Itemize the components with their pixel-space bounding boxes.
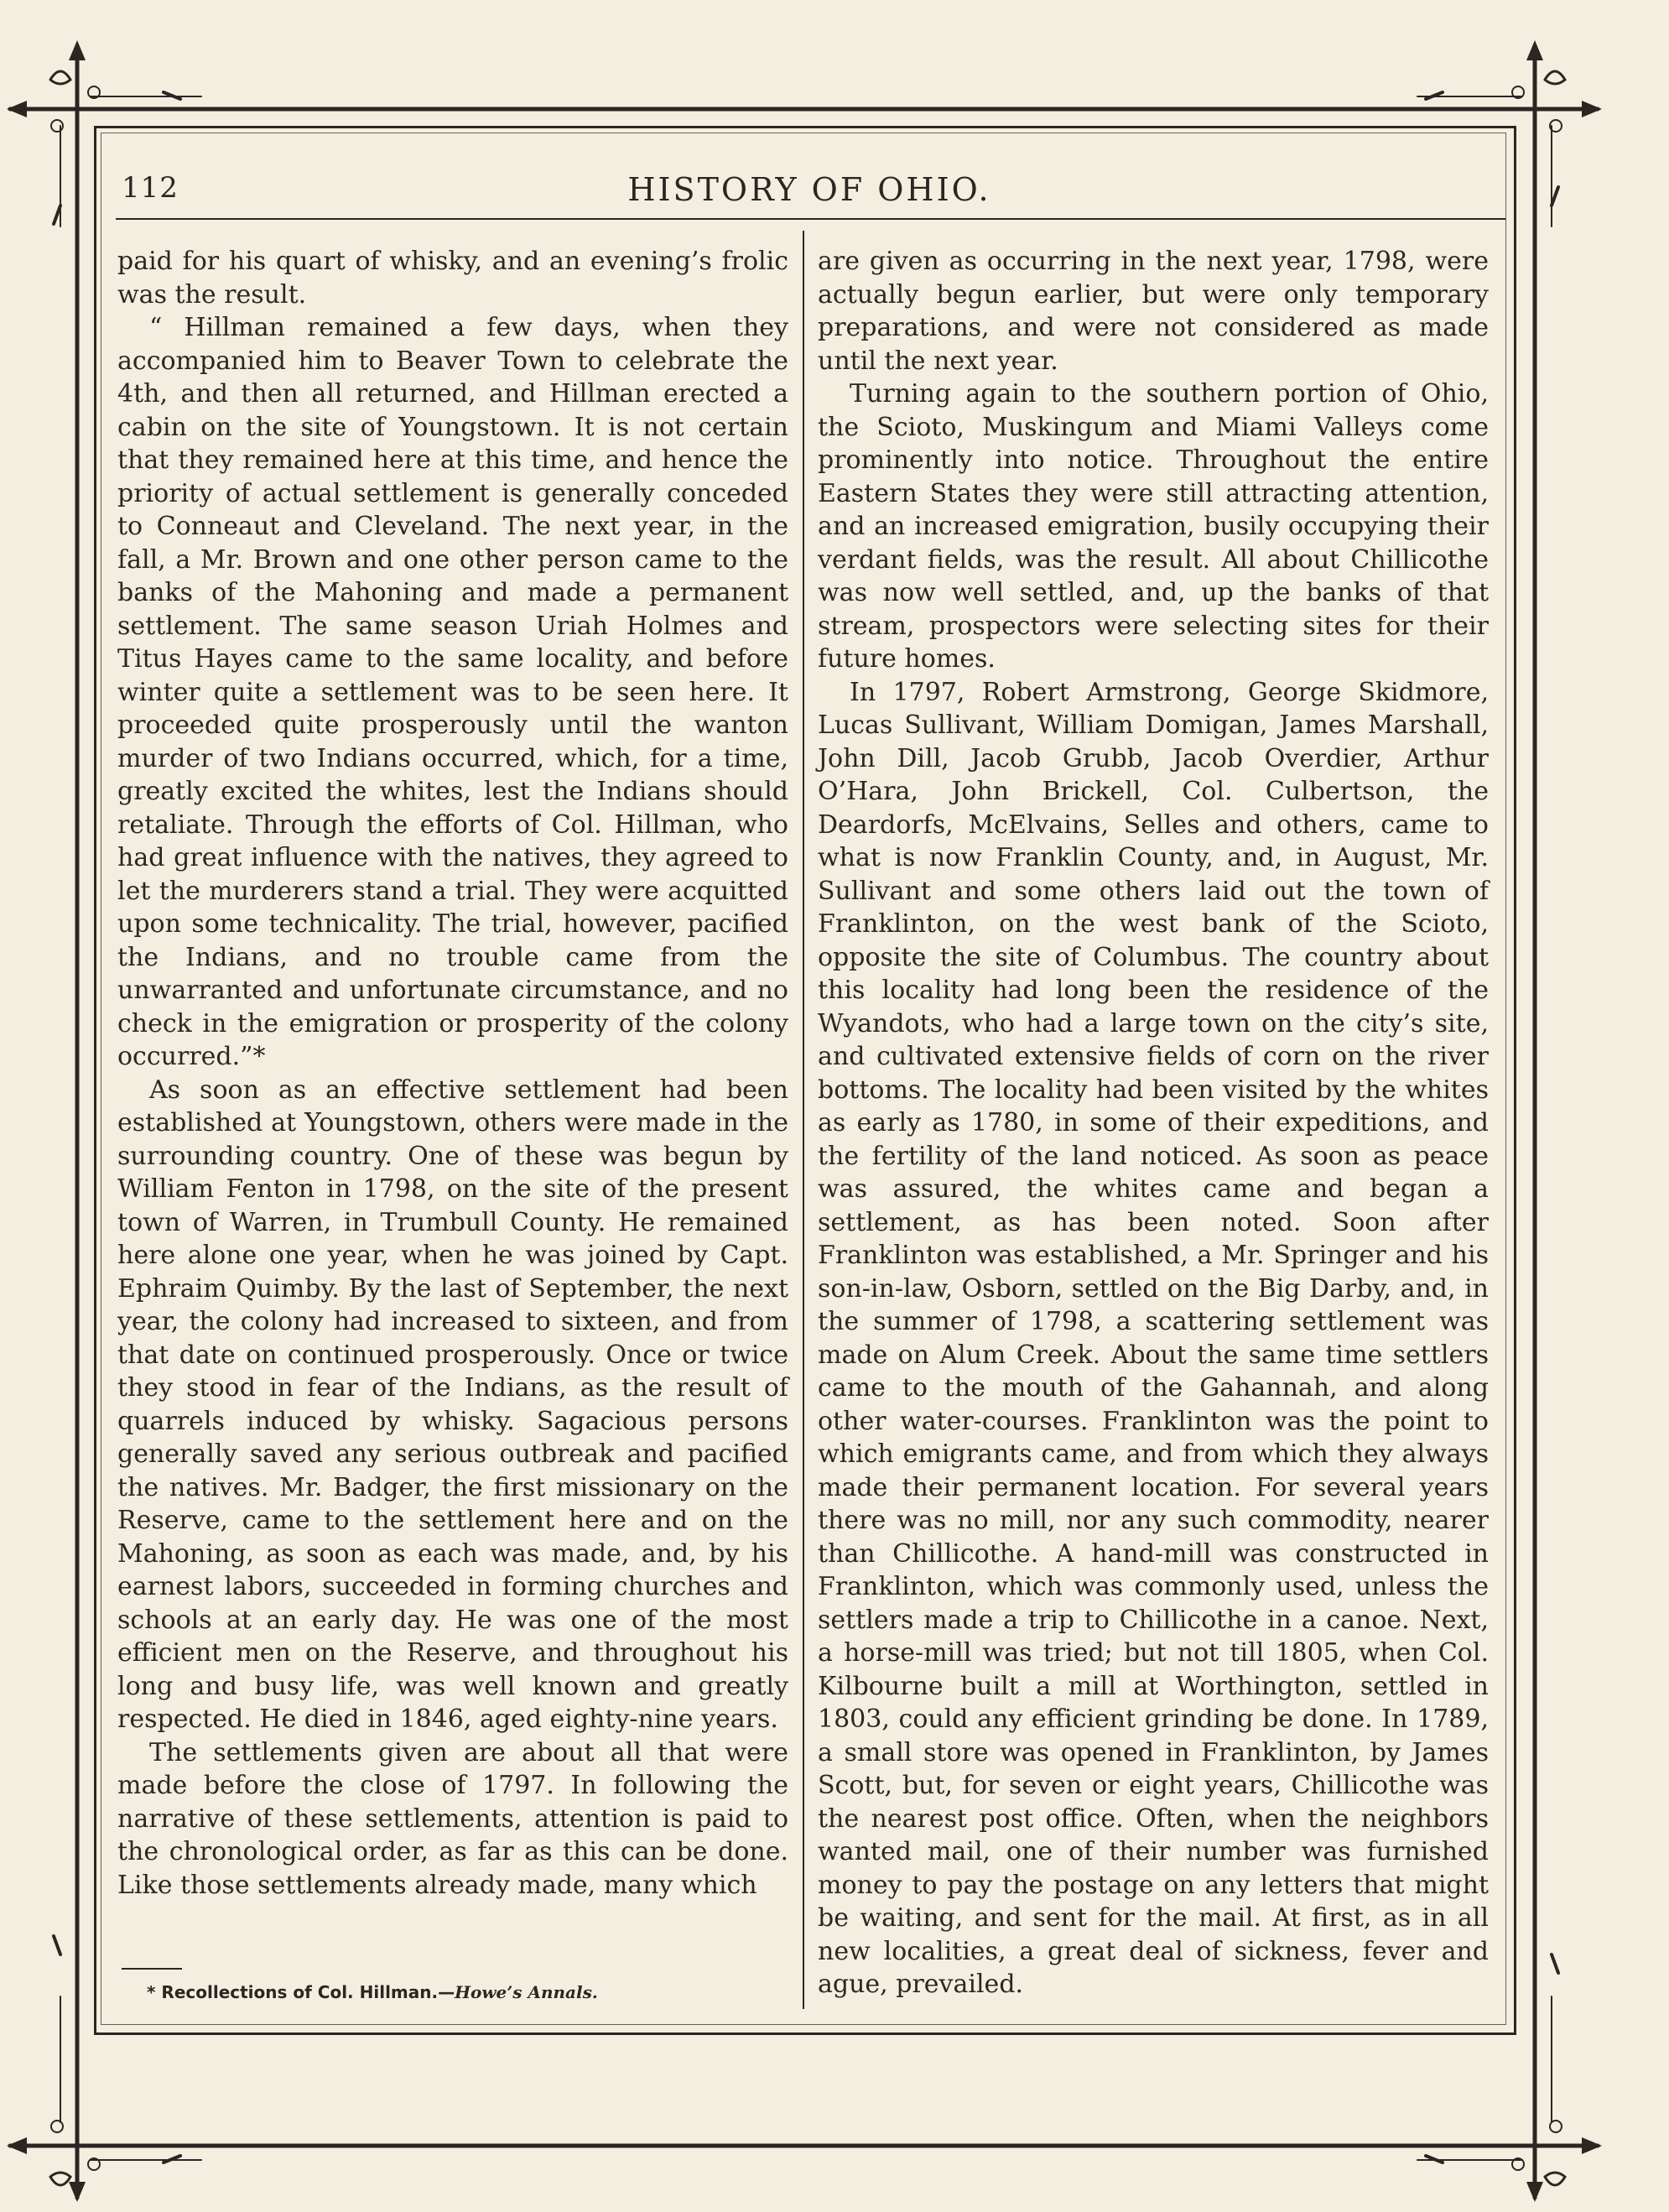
footnote-rule (122, 1968, 182, 1970)
paragraph: “ Hillman remained a few days, when they accompanied him to Beaver Town to celebrate the 4th, and then all returned, and Hillman erected a cabin on the site of Youngstown. It is not certain that they remained here at this time, and hence the priority of actual settlement is generally conceded to Conneaut and Cleveland. The next year, in the fall, a Mr. Brown and one other person came to the banks of the Mahoning and made a permanent settlement. The same season Uriah Holmes and Titus Hayes came to the same locality, and before winter quite a settlement was to be seen here. It proceeded quite prosperously until the wanton murder of two Indians occurred, which, for a time, greatly excited the whites, lest the Indians should retaliate. Through the efforts of Col. Hillman, who had great influence with the natives, they agreed to let the murderers stand a trial. They were acquitted upon some technicality. The trial, however, pacified the Indians, and no trouble came from the unwarranted and unfortunate circumstance, and no check in the emigration or prosperity of the colony occurred.”* (117, 313, 788, 1071)
page-number: 112 (122, 171, 179, 205)
footnote-source: Howe’s Annals. (455, 1982, 598, 2002)
running-head (122, 171, 1497, 221)
right-column (818, 245, 1489, 2001)
footnote-text: * Recollections of Col. Hillman.— (147, 1982, 455, 2002)
paragraph: In 1797, Robert Armstrong, George Skidmore, Lucas Sullivant, William Domigan, James Marshall, John Dill, Jacob Grubb, Jacob Overdier, Arthur O’Hara, John Brickell, Col. Culbertson, the Deardorfs, McElvains, Selles and others, came to what is now Franklin County, and, in August, Mr. Sullivant and some others laid out the town of Franklinton, on the west bank of the Scioto, opposite the site of Columbus. The country about this locality had long been the residence of the Wyandots, who had a large town on the city’s site, and cultivated extensive fields of corn on the river bottoms. The locality had been visited by the whites as early as 1780, in some of their expeditions, and the fertility of the land noticed. As soon as peace was assured, the whites came and began a settlement, as has been noted. Soon after Franklinton was established, a Mr. Springer and his son-in-law, Osborn, settled on the Big Darby, and, in the summer of 1798, a scattering settlement was made on Alum Creek. About the same time settlers came to the mouth of the Gahannah, and along other water-courses. Franklinton was the point to which emigrants came, and from which they always made their permanent location. For several years there was no mill, nor any such commodity, nearer than Chillicothe. A hand-mill was constructed in Franklinton, which was commonly used, unless the settlers made a trip to Chillicothe in a canoe. Next, a horse-mill was tried; but not till 1805, when Col. Kilbourne built a mill at Worthington, settled in 1803, could any efficient grinding be done. In 1789, a small store was opened in Franklinton, by James Scott, but, for seven or eight years, Chillicothe was the nearest post office. Often, when the neighbors wanted mail, one of their number was furnished money to pay the postage on any letters that might be waiting, and sent for the mail. At first, as in all new localities, a great deal of sickness, fever and ague, prevailed. (818, 677, 1489, 1999)
paragraph: As soon as an effective settlement had been established at Youngstown, others were made in the surrounding country. One of these was begun by William Fenton in 1798, on the site of the present town of Warren, in Trumbull County. He remained here alone one year, when he was joined by Capt. Ephraim Quimby. By the last of September, the next year, the colony had increased to sixteen, and from that date on continued prosperously. Once or twice they stood in fear of the Indians, as the result of quarrels induced by whisky. Sagacious persons generally saved any serious outbreak and pacified the natives. Mr. Badger, the first missionary on the Reserve, came to the settlement here and on the Mahoning, as soon as each was made, and, by his earnest labors, succeeded in forming churches and schools at an early day. He was one of the most efficient men on the Reserve, and throughout his long and busy life, was well known and greatly respected. He died in 1846, aged eighty-nine years. (117, 1075, 788, 1734)
left-column (117, 245, 788, 1902)
paragraph: The settlements given are about all that were made before the close of 1797. In following the narrative of these settlements, attention is paid to the chronological order, as far as this can be done. Like those settlements already made, many which (117, 1737, 788, 1900)
column-divider (803, 231, 804, 2009)
paragraph: paid for his quart of whisky, and an evening’s frolic was the result. (117, 247, 788, 310)
paragraph: are given as occurring in the next year, 1798, were actually begun earlier, but were only temporary preparations, and were not considered as made until the next year. (818, 247, 1489, 376)
header-rule (116, 218, 1505, 220)
footnote (147, 1981, 784, 2003)
page-title: HISTORY OF OHIO. (627, 171, 991, 208)
paragraph: Turning again to the southern portion of Ohio, the Scioto, Muskingum and Miami Valleys come prominently into notice. Throughout the entire Eastern States they were still attracting attention, and an increased emigration, busily occupying their verdant fields, was the result. All about Chillicothe was now well settled, and, up the banks of that stream, prospectors were selecting sites for their future homes. (818, 379, 1489, 674)
